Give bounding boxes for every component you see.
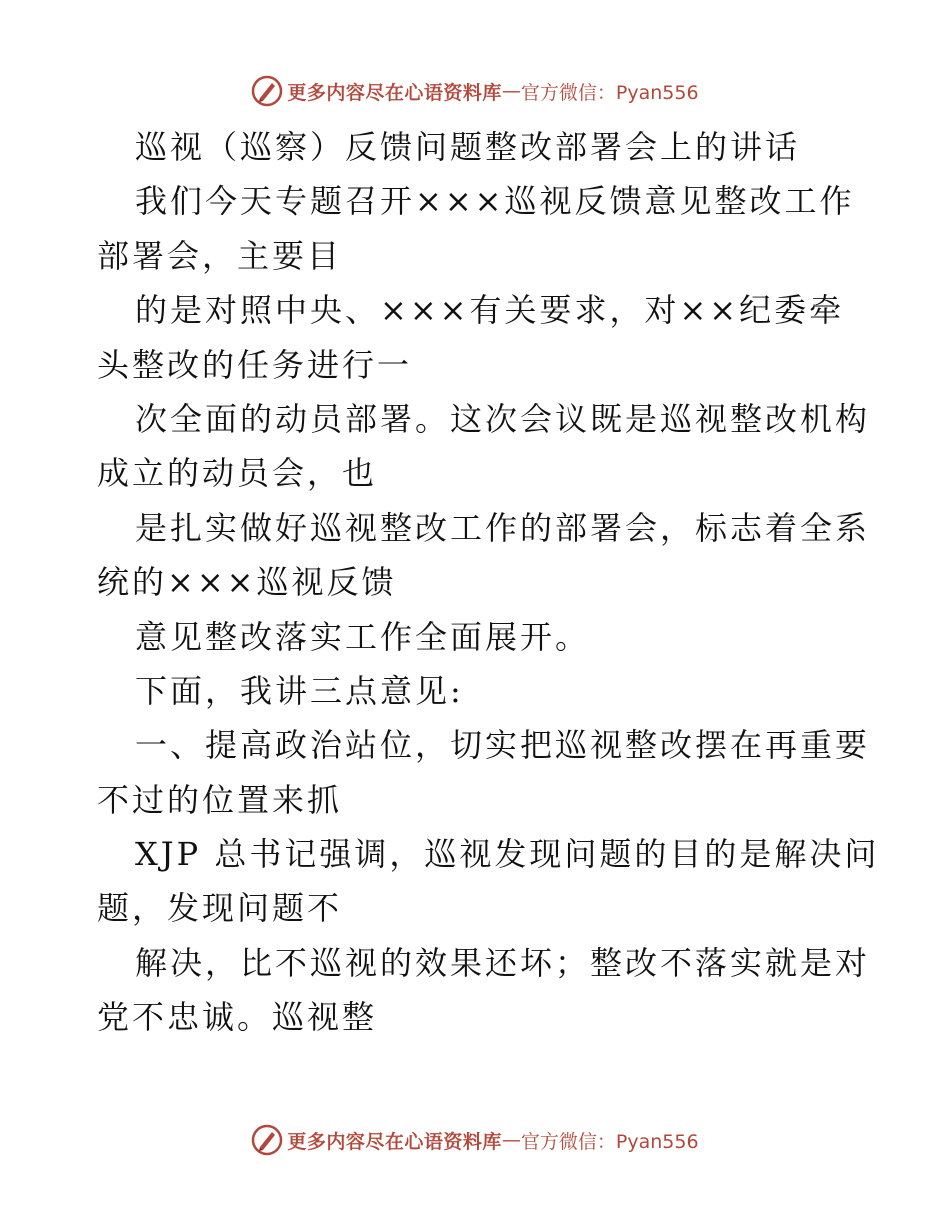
paragraph-line: XJP 总书记强调，巡视发现问题的目的是解决问 <box>135 835 880 874</box>
paragraph-line: 的是对照中央、×××有关要求，对××纪委牵 <box>135 291 845 330</box>
banner-wechat-text: 官方微信：Pyan556 <box>520 81 699 104</box>
red-pen-circle-icon <box>251 1124 283 1156</box>
paragraph-line: 次全面的动员部署。这次会议既是巡视整改机构 <box>135 399 871 438</box>
paragraph-line: 头整改的任务进行一 <box>97 345 413 384</box>
paragraph-line: 解决，比不巡视的效果还坏；整改不落实就是对 <box>135 943 871 982</box>
header-banner <box>0 71 950 111</box>
footer-banner <box>0 1120 950 1160</box>
paragraph-line: 成立的动员会，也 <box>97 454 378 493</box>
section-heading-line: 一、提高政治站位，切实把巡视整改摆在再重要 <box>135 726 871 765</box>
banner-site-text: 更多内容尽在心语资料库 <box>287 1130 502 1153</box>
paragraph-line: 统的×××巡视反馈 <box>97 563 397 602</box>
paragraph-line: 是扎实做好巡视整改工作的部署会，标志着全系 <box>135 508 871 547</box>
paragraph-line: 下面，我讲三点意见: <box>135 671 464 710</box>
section-heading-line: 不过的位置来抓 <box>97 780 343 819</box>
banner-separator: — <box>501 1129 521 1151</box>
document-title: 巡视（巡察）反馈问题整改部署会上的讲话 <box>135 128 801 166</box>
paragraph-line: 意见整改落实工作全面展开。 <box>135 617 591 656</box>
paragraph-line: 我们今天专题召开×××巡视反馈意见整改工作 <box>135 182 855 221</box>
banner-site-text: 更多内容尽在心语资料库 <box>287 81 502 104</box>
paragraph-line: 题，发现问题不 <box>97 889 343 928</box>
banner-separator: — <box>501 80 521 102</box>
red-pen-circle-icon <box>251 75 283 107</box>
document-body <box>97 120 880 1045</box>
paragraph-line: 部署会，主要目 <box>97 236 343 275</box>
paragraph-line: 党不忠诚。巡视整 <box>97 998 378 1037</box>
banner-wechat-text: 官方微信：Pyan556 <box>520 1130 699 1153</box>
